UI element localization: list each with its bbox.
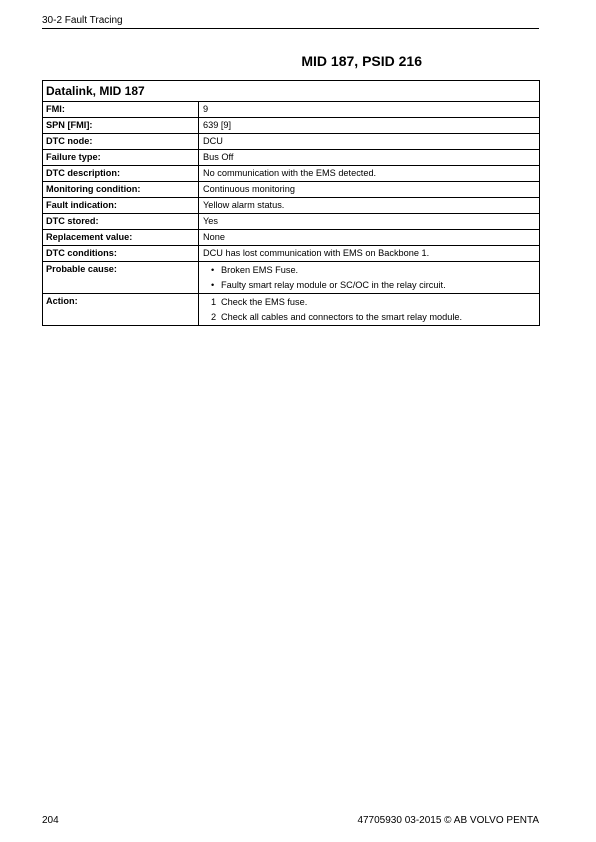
footer-doc-info: 47705930 03-2015 © AB VOLVO PENTA (357, 815, 539, 826)
list-item-text: Check all cables and connectors to the smart relay module. (221, 312, 463, 322)
fault-table (42, 80, 540, 326)
row-label: DTC stored: (43, 214, 199, 230)
row-label: DTC description: (43, 166, 199, 182)
row-label: DTC conditions: (43, 246, 199, 262)
table-row-fmi (43, 102, 540, 118)
row-value: Continuous monitoring (199, 182, 540, 198)
table-row-dtc-description (43, 166, 540, 182)
step-number: 1 (211, 297, 217, 307)
table-row-fault-indication (43, 198, 540, 214)
table-row-dtc-stored (43, 214, 540, 230)
table-row-spn (43, 118, 540, 134)
list-item (203, 280, 536, 291)
list-item (203, 297, 536, 308)
table-heading: Datalink, MID 187 (43, 81, 540, 102)
list-item-text: Broken EMS Fuse. (221, 265, 299, 275)
page-header (42, 12, 539, 29)
action-list (199, 294, 540, 326)
table-heading-row (43, 81, 540, 102)
table-row-dtc-node (43, 134, 540, 150)
row-label: Probable cause: (43, 262, 199, 294)
row-value: Bus Off (199, 150, 540, 166)
row-value: 639 [9] (199, 118, 540, 134)
row-label: Replacement value: (43, 230, 199, 246)
section-title: 30-2 Fault Tracing (42, 15, 123, 26)
row-label: DTC node: (43, 134, 199, 150)
row-label: FMI: (43, 102, 199, 118)
table-row-action (43, 294, 540, 326)
page-number: 204 (42, 815, 59, 826)
row-value: 9 (199, 102, 540, 118)
list-item-text: Check the EMS fuse. (221, 297, 308, 307)
table-row-monitoring-condition (43, 182, 540, 198)
table-row-failure-type (43, 150, 540, 166)
table-row-dtc-conditions (43, 246, 540, 262)
list-item (203, 312, 536, 323)
row-label: SPN [FMI]: (43, 118, 199, 134)
row-label: Failure type: (43, 150, 199, 166)
step-number: 2 (211, 312, 217, 322)
row-value: No communication with the EMS detected. (199, 166, 540, 182)
list-item (203, 265, 536, 276)
probable-cause-list (199, 262, 540, 294)
page-title: MID 187, PSID 216 (301, 53, 422, 69)
row-label: Fault indication: (43, 198, 199, 214)
row-label: Action: (43, 294, 199, 326)
row-value: Yes (199, 214, 540, 230)
row-value: DCU has lost communication with EMS on Backbone 1. (199, 246, 540, 262)
bullet-marker: • (211, 280, 215, 290)
table-row-probable-cause (43, 262, 540, 294)
row-value: None (199, 230, 540, 246)
table-row-replacement-value (43, 230, 540, 246)
list-item-text: Faulty smart relay module or SC/OC in the relay circuit. (221, 280, 446, 290)
row-value: Yellow alarm status. (199, 198, 540, 214)
row-value: DCU (199, 134, 540, 150)
bullet-marker: • (211, 265, 215, 275)
row-label: Monitoring condition: (43, 182, 199, 198)
